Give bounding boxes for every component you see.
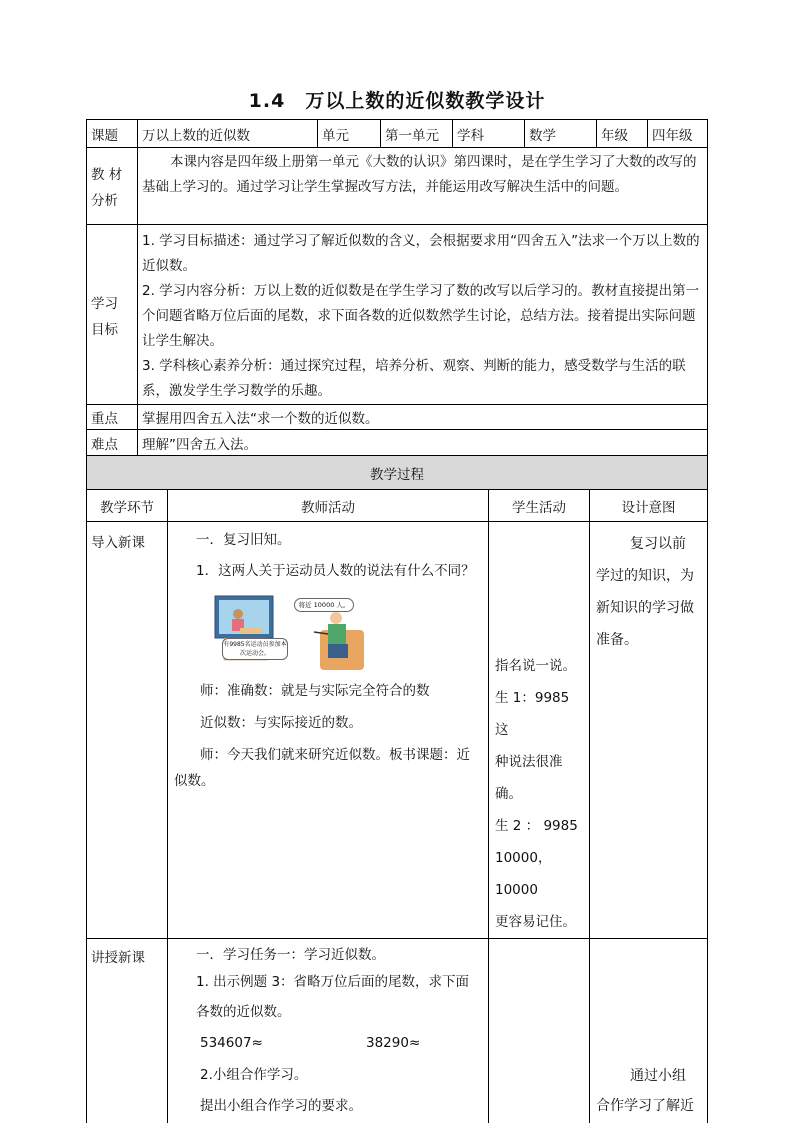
grade-label: 年级: [597, 120, 648, 148]
stage-intro: 导入新课: [87, 522, 168, 939]
difficulty-label: 难点: [87, 430, 138, 457]
design-intent-new: 通过小组 合作学习了解近: [590, 939, 708, 1123]
difficulty-text: 理解”四舍五入法。: [138, 430, 708, 457]
lesson-value: 万以上数的近似数: [138, 120, 318, 148]
analysis-text: 本课内容是四年级上册第一单元《大数的认识》第四课时，是在学生学习了大数的改写的基础上学习的。通过学习让学生掌握改写方法，并能运用改写解决生活中的问题。: [138, 148, 708, 225]
student-activity-intro: 指名说一说。 生 1：9985 这 种说法很准确。 生 2 ： 9985 10000，10000 更容易记住。: [489, 522, 590, 939]
teacher-activity-intro: 一．复习旧知。 1．这两人关于运动员人数的说法有什么不同？ 将近 10000 人。 有9985名运动员参加本次运动会。 师：准确数：就是与实际完全符合的数 近似数：与实际接近的数。 师：今天我们就来研究近似数。板书课题：近 似数。: [168, 522, 489, 939]
col-stage: 教学环节: [87, 490, 168, 522]
unit-value: 第一单元: [381, 120, 453, 148]
unit-label: 单元: [318, 120, 381, 148]
grade-value: 四年级: [648, 120, 708, 148]
student-activity-new: [489, 939, 590, 1123]
lesson-label: 课题: [87, 120, 138, 148]
teacher-activity-new: 一．学习任务一：学习近似数。 1. 出示例题 3：省略万位后面的尾数，求下面 各数的近似数。 534607≈ 38290≈ 2.小组合作学习。 提出小组合作学习的要求。: [168, 939, 489, 1123]
goals-text: [138, 225, 708, 405]
speech-bubble-exact: 有9985名运动员参加本次运动会。: [222, 638, 288, 660]
page-title: 1.4 万以上数的近似数教学设计: [248, 90, 546, 112]
col-student: 学生活动: [489, 490, 590, 522]
table-row: [87, 522, 708, 939]
example-number-1: 534607≈: [200, 1035, 263, 1051]
analysis-label: 教 材 分析: [87, 148, 138, 225]
goal-item-3: 3. 学科核心素养分析：通过探究过程，培养分析、观察、判断的能力，感受数学与生活的联系，激发学生学习数学的乐趣。: [142, 358, 686, 399]
goal-item-2: 2. 学习内容分析：万以上数的近似数是在学生学习了数的改写以后学习的。教材直接提出第一个问题省略万位后面的尾数，求下面各数的近似数然学生讨论，总结方法。接着提出实际问题让学生解决。: [142, 283, 700, 349]
runners-illustration: [214, 592, 372, 672]
lesson-info-table: [86, 119, 708, 457]
subject-label: 学科: [453, 120, 525, 148]
subject-value: 数学: [525, 120, 597, 148]
teaching-process-table: [86, 455, 708, 1123]
col-teacher: 教师活动: [168, 490, 489, 522]
key-point-label: 重点: [87, 405, 138, 430]
table-row: [87, 939, 708, 1123]
example-numbers: [174, 1027, 482, 1059]
stage-new-lesson: 讲授新课: [87, 939, 168, 1123]
design-intent-intro: 复习以前 学过的知识，为 新知识的学习做 准备。: [590, 522, 708, 939]
process-header: 教学过程: [87, 456, 708, 490]
speech-bubble-approx: 将近 10000 人。: [294, 598, 354, 612]
goals-label: 学习 目标: [87, 225, 138, 405]
col-intent: 设计意图: [590, 490, 708, 522]
goal-item-1: 1. 学习目标描述：通过学习了解近似数的含义，会根据要求用“四舍五入”法求一个万以上数的近似数。: [142, 233, 700, 274]
example-number-2: 38290≈: [366, 1035, 421, 1051]
key-point-text: 掌握用四舍五入法“求一个数的近似数。: [138, 405, 708, 430]
